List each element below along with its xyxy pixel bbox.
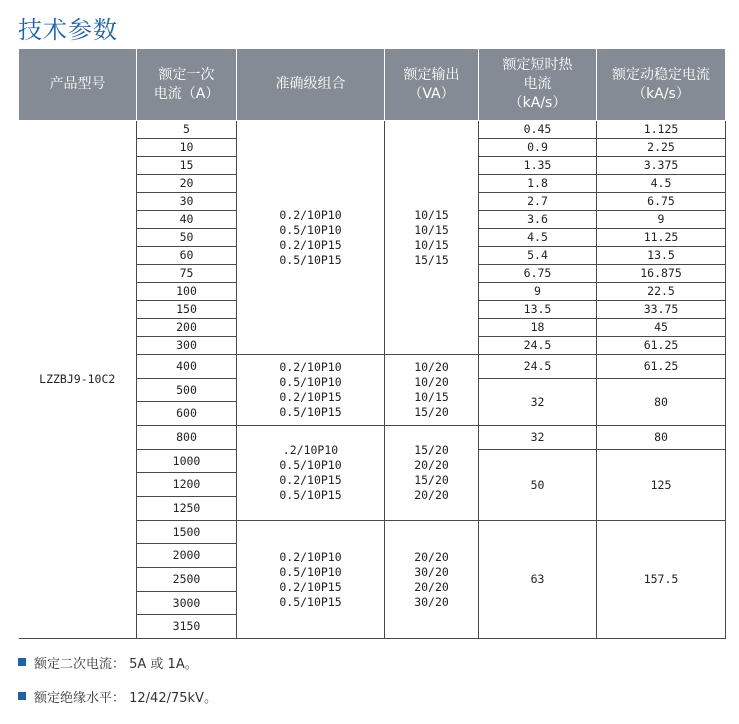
dynamic-cell: 13.5 bbox=[597, 247, 726, 265]
header-output: 额定输出 （VA） bbox=[385, 49, 479, 121]
note-secondary-current: 额定二次电流： 5A 或 1A。 bbox=[34, 656, 198, 672]
current-cell: 15 bbox=[137, 157, 237, 175]
note-insulation-level: 额定绝缘水平： 12/42/75kV。 bbox=[34, 690, 217, 706]
spec-table bbox=[18, 48, 726, 639]
header-primary-current: 额定一次 电流（A） bbox=[137, 49, 237, 121]
dynamic-cell: 33.75 bbox=[597, 301, 726, 319]
dynamic-cell: 80 bbox=[597, 379, 726, 426]
dynamic-cell: 157.5 bbox=[597, 521, 726, 639]
model-cell: LZZBJ9-10C2 bbox=[19, 121, 137, 639]
current-cell: 3150 bbox=[137, 615, 237, 639]
header-model: 产品型号 bbox=[19, 49, 137, 121]
list-item bbox=[18, 652, 217, 672]
current-cell: 5 bbox=[137, 121, 237, 139]
accuracy-cell: 0.2/10P10 0.5/10P10 0.2/10P15 0.5/10P15 bbox=[237, 521, 385, 639]
thermal-cell: 24.5 bbox=[479, 355, 597, 379]
dynamic-cell: 11.25 bbox=[597, 229, 726, 247]
notes-list bbox=[18, 652, 217, 720]
current-cell: 75 bbox=[137, 265, 237, 283]
dynamic-cell: 2.25 bbox=[597, 139, 726, 157]
output-cell: 10/15 10/15 10/15 15/15 bbox=[385, 121, 479, 355]
dynamic-cell: 4.5 bbox=[597, 175, 726, 193]
table-row bbox=[19, 121, 726, 139]
header-dynamic: 额定动稳定电流 （kA/s） bbox=[597, 49, 726, 121]
list-item bbox=[18, 686, 217, 706]
thermal-cell: 3.6 bbox=[479, 211, 597, 229]
current-cell: 20 bbox=[137, 175, 237, 193]
dynamic-cell: 16.875 bbox=[597, 265, 726, 283]
current-cell: 3000 bbox=[137, 592, 237, 615]
dynamic-cell: 61.25 bbox=[597, 355, 726, 379]
table-header-row bbox=[19, 49, 726, 121]
current-cell: 60 bbox=[137, 247, 237, 265]
thermal-cell: 0.9 bbox=[479, 139, 597, 157]
dynamic-cell: 3.375 bbox=[597, 157, 726, 175]
thermal-cell: 13.5 bbox=[479, 301, 597, 319]
current-cell: 300 bbox=[137, 337, 237, 355]
current-cell: 400 bbox=[137, 355, 237, 379]
thermal-cell: 24.5 bbox=[479, 337, 597, 355]
thermal-cell: 2.7 bbox=[479, 193, 597, 211]
thermal-cell: 9 bbox=[479, 283, 597, 301]
dynamic-cell: 125 bbox=[597, 450, 726, 521]
output-cell: 20/20 30/20 20/20 30/20 bbox=[385, 521, 479, 639]
thermal-cell: 1.35 bbox=[479, 157, 597, 175]
output-cell: 10/20 10/20 10/15 15/20 bbox=[385, 355, 479, 426]
current-cell: 600 bbox=[137, 402, 237, 426]
current-cell: 1250 bbox=[137, 497, 237, 521]
header-thermal: 额定短时热 电流 （kA/s） bbox=[479, 49, 597, 121]
current-cell: 50 bbox=[137, 229, 237, 247]
current-cell: 2000 bbox=[137, 544, 237, 568]
dynamic-cell: 6.75 bbox=[597, 193, 726, 211]
header-accuracy: 准确级组合 bbox=[237, 49, 385, 121]
thermal-cell: 5.4 bbox=[479, 247, 597, 265]
current-cell: 1000 bbox=[137, 450, 237, 473]
thermal-cell: 18 bbox=[479, 319, 597, 337]
dynamic-cell: 61.25 bbox=[597, 337, 726, 355]
thermal-cell: 32 bbox=[479, 379, 597, 426]
output-cell: 15/20 20/20 15/20 20/20 bbox=[385, 426, 479, 521]
thermal-cell: 1.8 bbox=[479, 175, 597, 193]
current-cell: 30 bbox=[137, 193, 237, 211]
dynamic-cell: 80 bbox=[597, 426, 726, 450]
dynamic-cell: 45 bbox=[597, 319, 726, 337]
thermal-cell: 63 bbox=[479, 521, 597, 639]
accuracy-cell: 0.2/10P10 0.5/10P10 0.2/10P15 0.5/10P15 bbox=[237, 355, 385, 426]
current-cell: 150 bbox=[137, 301, 237, 319]
current-cell: 40 bbox=[137, 211, 237, 229]
accuracy-cell: .2/10P10 0.5/10P10 0.2/10P15 0.5/10P15 bbox=[237, 426, 385, 521]
square-bullet-icon bbox=[18, 692, 26, 700]
accuracy-cell: 0.2/10P10 0.5/10P10 0.2/10P15 0.5/10P15 bbox=[237, 121, 385, 355]
thermal-cell: 4.5 bbox=[479, 229, 597, 247]
current-cell: 100 bbox=[137, 283, 237, 301]
thermal-cell: 50 bbox=[479, 450, 597, 521]
current-cell: 800 bbox=[137, 426, 237, 450]
thermal-cell: 0.45 bbox=[479, 121, 597, 139]
current-cell: 1500 bbox=[137, 521, 237, 544]
thermal-cell: 6.75 bbox=[479, 265, 597, 283]
thermal-cell: 32 bbox=[479, 426, 597, 450]
current-cell: 10 bbox=[137, 139, 237, 157]
square-bullet-icon bbox=[18, 658, 26, 666]
dynamic-cell: 9 bbox=[597, 211, 726, 229]
current-cell: 200 bbox=[137, 319, 237, 337]
current-cell: 500 bbox=[137, 379, 237, 402]
current-cell: 1200 bbox=[137, 473, 237, 497]
dynamic-cell: 1.125 bbox=[597, 121, 726, 139]
dynamic-cell: 22.5 bbox=[597, 283, 726, 301]
current-cell: 2500 bbox=[137, 568, 237, 592]
page-title: 技术参数 bbox=[18, 16, 118, 44]
